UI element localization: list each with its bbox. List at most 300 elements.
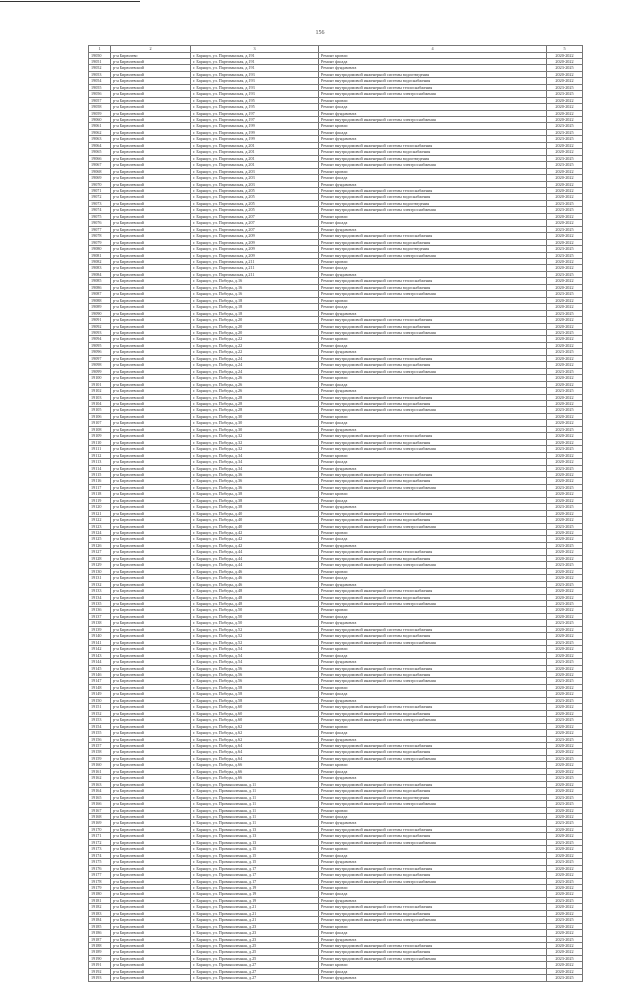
work-type: Ремонт внутридомовой инженерной системы электроснабжения xyxy=(319,291,547,297)
period: 2020-2022 xyxy=(547,233,583,239)
header-rule xyxy=(0,1,140,2)
district: р-н Бирюлевский xyxy=(111,394,191,400)
work-type: Ремонт фасада xyxy=(319,768,547,774)
work-type: Ремонт внутридомовой инженерной системы теплоснабжения xyxy=(319,84,547,90)
period: 2020-2022 xyxy=(547,575,583,581)
period: 2023-2025 xyxy=(547,407,583,413)
work-type: Ремонт фундамента xyxy=(319,820,547,826)
work-type: Ремонт внутридомовой инженерной системы теплоснабжения xyxy=(319,317,547,323)
period: 2023-2025 xyxy=(547,465,583,471)
work-type: Ремонт фундамента xyxy=(319,659,547,665)
district: р-н Бирюлевский xyxy=(111,594,191,600)
work-type: Ремонт внутридомовой инженерной системы электроснабжения xyxy=(319,484,547,490)
district: р-н Бирюлевский xyxy=(111,194,191,200)
period: 2023-2025 xyxy=(547,271,583,277)
work-type: Ремонт фасада xyxy=(319,730,547,736)
address: г. Барнаул, ул. Победы, д.18 xyxy=(191,304,319,310)
address: г. Барнаул, ул. Партизанская, д.201 xyxy=(191,162,319,168)
work-type: Ремонт фасада xyxy=(319,968,547,974)
address: г. Барнаул, ул. Победы, д.42 xyxy=(191,536,319,542)
district: р-н Бирюлевский xyxy=(111,872,191,878)
address: г. Барнаул, ул. Победы, д.64 xyxy=(191,742,319,748)
district: р-н Бирюлевский xyxy=(111,930,191,936)
district: р-н Бирюлевский xyxy=(111,252,191,258)
period: 2020-2022 xyxy=(547,420,583,426)
address: г. Барнаул, ул. Промышленная, д.15 xyxy=(191,852,319,858)
period: 2020-2022 xyxy=(547,213,583,219)
period: 2020-2022 xyxy=(547,672,583,678)
address: г. Барнаул, ул. Промышленная, д.11 xyxy=(191,801,319,807)
district: р-н Бирюлевский xyxy=(111,200,191,206)
work-type: Ремонт внутридомовой инженерной системы теплоснабжения xyxy=(319,510,547,516)
row-number: 19189 xyxy=(89,949,111,955)
work-type: Ремонт фундамента xyxy=(319,859,547,865)
address: г. Барнаул, ул. Победы, д.38 xyxy=(191,497,319,503)
period: 2020-2022 xyxy=(547,104,583,110)
work-type: Ремонт внутридомовой инженерной системы электроснабжения xyxy=(319,329,547,335)
period: 2023-2025 xyxy=(547,65,583,71)
period: 2020-2022 xyxy=(547,943,583,949)
period: 2020-2022 xyxy=(547,355,583,361)
row-number: 19138 xyxy=(89,620,111,626)
row-number: 19109 xyxy=(89,433,111,439)
work-type: Ремонт внутридомовой инженерной системы теплоснабжения xyxy=(319,588,547,594)
row-number: 19175 xyxy=(89,859,111,865)
work-type: Ремонт внутридомовой инженерной системы электроснабжения xyxy=(319,917,547,923)
work-type: Ремонт внутридомовой инженерной системы водоснабжения xyxy=(319,239,547,245)
period: 2020-2022 xyxy=(547,471,583,477)
period: 2020-2022 xyxy=(547,555,583,561)
address: г. Барнаул, ул. Партизанская, д.199 xyxy=(191,136,319,142)
work-type: Ремонт внутридомовой инженерной системы теплоснабжения xyxy=(319,626,547,632)
district: р-н Бирюлевский xyxy=(111,530,191,536)
period: 2020-2022 xyxy=(547,813,583,819)
address: г. Барнаул, ул. Промышленная, д.17 xyxy=(191,878,319,884)
address: г. Барнаул, ул. Промышленная, д.11 xyxy=(191,781,319,787)
row-number: 19164 xyxy=(89,788,111,794)
district: р-н Бирюлевский xyxy=(111,813,191,819)
work-type: Ремонт внутридомовой инженерной системы водоснабжения xyxy=(319,323,547,329)
period: 2020-2022 xyxy=(547,710,583,716)
address: г. Барнаул, ул. Победы, д.58 xyxy=(191,691,319,697)
district: р-н Бирюлевский xyxy=(111,265,191,271)
work-type: Ремонт внутридомовой инженерной системы электроснабжения xyxy=(319,407,547,413)
row-number: 19177 xyxy=(89,872,111,878)
row-number: 19101 xyxy=(89,381,111,387)
period: 2020-2022 xyxy=(547,749,583,755)
district: р-н Бирюлевский xyxy=(111,742,191,748)
work-type: Ремонт внутридомовой инженерной системы электроснабжения xyxy=(319,162,547,168)
address: г. Барнаул, ул. Победы, д.38 xyxy=(191,504,319,510)
work-type: Ремонт внутридомовой инженерной системы теплоснабжения xyxy=(319,355,547,361)
district: р-н Бирюлевский xyxy=(111,768,191,774)
district: р-н Бирюлевский xyxy=(111,859,191,865)
period: 2023-2025 xyxy=(547,252,583,258)
period: 2023-2025 xyxy=(547,955,583,961)
row-number: 19110 xyxy=(89,439,111,445)
row-number: 19062 xyxy=(89,129,111,135)
column-header: 1 xyxy=(89,46,111,53)
row-number: 19119 xyxy=(89,497,111,503)
address: г. Барнаул, ул. Партизанская, д.191 xyxy=(191,65,319,71)
district: р-н Бирюлевский xyxy=(111,575,191,581)
work-type: Ремонт фасада xyxy=(319,813,547,819)
address: г. Барнаул, ул. Победы, д.18 xyxy=(191,310,319,316)
work-type: Ремонт внутридомовой инженерной системы водоснабжения xyxy=(319,362,547,368)
period: 2023-2025 xyxy=(547,426,583,432)
address: г. Барнаул, ул. Победы, д.62 xyxy=(191,723,319,729)
work-type: Ремонт внутридомовой инженерной системы водоснабжения xyxy=(319,833,547,839)
district: р-н Бирюлевский xyxy=(111,484,191,490)
row-number: 19078 xyxy=(89,233,111,239)
row-number: 19157 xyxy=(89,742,111,748)
period: 2023-2025 xyxy=(547,736,583,742)
district: р-н Бирюлевский xyxy=(111,368,191,374)
district: р-н Бирюлевский xyxy=(111,329,191,335)
column-header: 3 xyxy=(191,46,319,53)
work-type: Ремонт кровли xyxy=(319,684,547,690)
row-number: 19093 xyxy=(89,329,111,335)
row-number: 19123 xyxy=(89,523,111,529)
period: 2023-2025 xyxy=(547,136,583,142)
period: 2023-2025 xyxy=(547,897,583,903)
district: р-н Бирюлевский xyxy=(111,400,191,406)
row-number: 19190 xyxy=(89,955,111,961)
address: г. Барнаул, ул. Победы, д.34 xyxy=(191,459,319,465)
address: г. Барнаул, ул. Партизанская, д.201 xyxy=(191,155,319,161)
district: р-н Бирюлевский xyxy=(111,413,191,419)
row-number: 19108 xyxy=(89,426,111,432)
work-type: Ремонт внутридомовой инженерной системы водоснабжения xyxy=(319,672,547,678)
district: р-н Бирюлевский xyxy=(111,491,191,497)
address: г. Барнаул, ул. Победы, д.36 xyxy=(191,478,319,484)
address: г. Барнаул, ул. Партизанская, д.211 xyxy=(191,265,319,271)
row-number: 19160 xyxy=(89,762,111,768)
address: г. Барнаул, ул. Промышленная, д.19 xyxy=(191,897,319,903)
address: г. Барнаул, ул. Промышленная, д.11 xyxy=(191,820,319,826)
row-number: 19191 xyxy=(89,962,111,968)
work-type: Ремонт внутридомовой инженерной системы теплоснабжения xyxy=(319,826,547,832)
work-type: Ремонт внутридомовой инженерной системы электроснабжения xyxy=(319,207,547,213)
work-type: Ремонт внутридомовой инженерной системы теплоснабжения xyxy=(319,781,547,787)
address: г. Барнаул, ул. Победы, д.66 xyxy=(191,768,319,774)
row-number: 19079 xyxy=(89,239,111,245)
work-type: Ремонт фундамента xyxy=(319,936,547,942)
district: р-н Бирюлевский xyxy=(111,975,191,981)
address: г. Барнаул, ул. Победы, д.58 xyxy=(191,697,319,703)
district: р-н Бирюлевский xyxy=(111,826,191,832)
period: 2020-2022 xyxy=(547,962,583,968)
period: 2020-2022 xyxy=(547,768,583,774)
row-number: 19145 xyxy=(89,665,111,671)
address: г. Барнаул, ул. Победы, д.32 xyxy=(191,446,319,452)
district: р-н Бирюлевский xyxy=(111,446,191,452)
address: г. Барнаул, ул. Промышленная, д.17 xyxy=(191,865,319,871)
address: г. Барнаул, ул. Промышленная, д.27 xyxy=(191,962,319,968)
work-type: Ремонт фасада xyxy=(319,420,547,426)
district: р-н Бирюлевский xyxy=(111,968,191,974)
district: р-н Бирюлевский xyxy=(111,897,191,903)
work-type: Ремонт внутридомовой инженерной системы электроснабжения xyxy=(319,678,547,684)
work-type: Ремонт кровли xyxy=(319,807,547,813)
work-type: Ремонт внутридомовой инженерной системы водоотведения xyxy=(319,200,547,206)
row-number: 19185 xyxy=(89,923,111,929)
address: г. Барнаул, ул. Партизанская, д.191 xyxy=(191,58,319,64)
address: г. Барнаул, ул. Партизанская, д.203 xyxy=(191,175,319,181)
district: р-н Бирюлевский xyxy=(111,175,191,181)
period: 2020-2022 xyxy=(547,684,583,690)
work-type: Ремонт фундамента xyxy=(319,271,547,277)
address: г. Барнаул, ул. Партизанская, д.209 xyxy=(191,246,319,252)
address: г. Барнаул, ул. Партизанская, д.199 xyxy=(191,123,319,129)
district: р-н Бирюлевский xyxy=(111,110,191,116)
address: г. Барнаул, ул. Победы, д.24 xyxy=(191,355,319,361)
district: р-н Бирюлевский xyxy=(111,723,191,729)
district: р-н Бирюлевский xyxy=(111,233,191,239)
row-number: 19144 xyxy=(89,659,111,665)
row-number: 19112 xyxy=(89,452,111,458)
row-number: 19052 xyxy=(89,65,111,71)
period: 2020-2022 xyxy=(547,497,583,503)
work-type: Ремонт фундамента xyxy=(319,697,547,703)
work-type: Ремонт фундамента xyxy=(319,181,547,187)
work-type: Ремонт внутридомовой инженерной системы теплоснабжения xyxy=(319,233,547,239)
district: р-н Бирюлевский xyxy=(111,271,191,277)
row-number: 19151 xyxy=(89,704,111,710)
period: 2020-2022 xyxy=(547,478,583,484)
row-number: 19186 xyxy=(89,930,111,936)
work-type: Ремонт кровли xyxy=(319,962,547,968)
period: 2020-2022 xyxy=(547,323,583,329)
district: р-н Бирюлевский xyxy=(111,246,191,252)
address: г. Барнаул, ул. Победы, д.16 xyxy=(191,291,319,297)
row-number: 19137 xyxy=(89,613,111,619)
row-number: 19050 xyxy=(89,52,111,58)
district: р-н Бирюлевский xyxy=(111,704,191,710)
district: р-н Бирюлевский xyxy=(111,923,191,929)
row-number: 19193 xyxy=(89,975,111,981)
period: 2020-2022 xyxy=(547,194,583,200)
work-type: Ремонт внутридомовой инженерной системы теплоснабжения xyxy=(319,665,547,671)
address: г. Барнаул, ул. Победы, д.36 xyxy=(191,484,319,490)
row-number: 19182 xyxy=(89,904,111,910)
address: г. Барнаул, ул. Партизанская, д.205 xyxy=(191,200,319,206)
address: г. Барнаул, ул. Партизанская, д.197 xyxy=(191,117,319,123)
work-type: Ремонт фасада xyxy=(319,304,547,310)
row-number: 19091 xyxy=(89,317,111,323)
row-number: 19183 xyxy=(89,910,111,916)
district: р-н Бирюлевский xyxy=(111,943,191,949)
work-type: Ремонт внутридомовой инженерной системы водоотведения xyxy=(319,71,547,77)
address: г. Барнаул, ул. Победы, д.46 xyxy=(191,568,319,574)
row-number: 19150 xyxy=(89,697,111,703)
address: г. Барнаул, ул. Промышленная, д.13 xyxy=(191,833,319,839)
row-number: 19105 xyxy=(89,407,111,413)
address: г. Барнаул, ул. Победы, д.20 xyxy=(191,329,319,335)
district: р-н Бирюлевский xyxy=(111,949,191,955)
address: г. Барнаул, ул. Победы, д.64 xyxy=(191,755,319,761)
address: г. Барнаул, ул. Победы, д.22 xyxy=(191,349,319,355)
row-number: 19092 xyxy=(89,323,111,329)
address: г. Барнаул, ул. Победы, д.60 xyxy=(191,704,319,710)
work-type: Ремонт кровли xyxy=(319,168,547,174)
address: г. Барнаул, ул. Промышленная, д.21 xyxy=(191,910,319,916)
period: 2020-2022 xyxy=(547,220,583,226)
district: р-н Бирюлевский xyxy=(111,820,191,826)
address: г. Барнаул, ул. Победы, д.18 xyxy=(191,297,319,303)
period: 2023-2025 xyxy=(547,207,583,213)
address: г. Барнаул, ул. Партизанская, д.205 xyxy=(191,207,319,213)
district: р-н Бирюлевский xyxy=(111,355,191,361)
row-number: 19173 xyxy=(89,846,111,852)
period: 2020-2022 xyxy=(547,646,583,652)
work-type: Ремонт внутридомовой инженерной системы теплоснабжения xyxy=(319,278,547,284)
row-number: 19057 xyxy=(89,97,111,103)
row-number: 19148 xyxy=(89,684,111,690)
row-number: 19149 xyxy=(89,691,111,697)
district: р-н Бирюлевский xyxy=(111,284,191,290)
row-number: 19154 xyxy=(89,723,111,729)
period: 2020-2022 xyxy=(547,439,583,445)
district: р-н Бирюлевский xyxy=(111,407,191,413)
period: 2020-2022 xyxy=(547,788,583,794)
row-number: 19134 xyxy=(89,594,111,600)
work-type: Ремонт кровли xyxy=(319,846,547,852)
period: 2020-2022 xyxy=(547,607,583,613)
row-number: 19061 xyxy=(89,123,111,129)
district: р-н Бирюлевский xyxy=(111,839,191,845)
period: 2020-2022 xyxy=(547,626,583,632)
district: р-н Бирюлевский xyxy=(111,336,191,342)
district: р-н Бирюлевский xyxy=(111,362,191,368)
row-number: 19126 xyxy=(89,542,111,548)
period: 2020-2022 xyxy=(547,394,583,400)
work-type: Ремонт фундамента xyxy=(319,226,547,232)
period: 2023-2025 xyxy=(547,200,583,206)
district: р-н Бирюлевский xyxy=(111,542,191,548)
row-number: 19147 xyxy=(89,678,111,684)
work-type: Ремонт фундамента xyxy=(319,975,547,981)
repair-schedule-table xyxy=(88,45,583,982)
work-type: Ремонт фасада xyxy=(319,104,547,110)
address: г. Барнаул, ул. Промышленная, д.11 xyxy=(191,807,319,813)
district: р-н Бирюлевский xyxy=(111,162,191,168)
period: 2020-2022 xyxy=(547,181,583,187)
address: г. Барнаул, ул. Победы, д.22 xyxy=(191,336,319,342)
period: 2020-2022 xyxy=(547,265,583,271)
row-number: 19098 xyxy=(89,362,111,368)
district: р-н Бирюлевский xyxy=(111,852,191,858)
district: р-н Бирюлевский xyxy=(111,91,191,97)
row-number: 19158 xyxy=(89,749,111,755)
work-type: Ремонт фасада xyxy=(319,381,547,387)
work-type: Ремонт фундамента xyxy=(319,465,547,471)
address: г. Барнаул, ул. Победы, д.26 xyxy=(191,375,319,381)
address: г. Барнаул, ул. Партизанская, д.203 xyxy=(191,168,319,174)
period: 2023-2025 xyxy=(547,542,583,548)
address: г. Барнаул, ул. Промышленная, д.15 xyxy=(191,846,319,852)
district: р-н Бирюлевский xyxy=(111,426,191,432)
address: г. Барнаул, ул. Победы, д.24 xyxy=(191,368,319,374)
period: 2020-2022 xyxy=(547,872,583,878)
period: 2023-2025 xyxy=(547,581,583,587)
work-type: Ремонт внутридомовой инженерной системы водоснабжения xyxy=(319,517,547,523)
row-number: 19086 xyxy=(89,284,111,290)
row-number: 19168 xyxy=(89,813,111,819)
period: 2020-2022 xyxy=(547,923,583,929)
period: 2020-2022 xyxy=(547,846,583,852)
work-type: Ремонт кровли xyxy=(319,413,547,419)
work-type: Ремонт внутридомовой инженерной системы водоснабжения xyxy=(319,749,547,755)
row-number: 19095 xyxy=(89,342,111,348)
work-type: Ремонт фасада xyxy=(319,175,547,181)
work-type: Ремонт внутридомовой инженерной системы электроснабжения xyxy=(319,562,547,568)
address: г. Барнаул, ул. Победы, д.56 xyxy=(191,665,319,671)
address: г. Барнаул, ул. Победы, д.66 xyxy=(191,762,319,768)
row-number: 19163 xyxy=(89,781,111,787)
row-number: 19055 xyxy=(89,84,111,90)
row-number: 19085 xyxy=(89,278,111,284)
period: 2020-2022 xyxy=(547,723,583,729)
work-type: Ремонт фундамента xyxy=(319,426,547,432)
period: 2023-2025 xyxy=(547,446,583,452)
work-type: Ремонт внутридомовой инженерной системы водоснабжения xyxy=(319,400,547,406)
period: 2023-2025 xyxy=(547,291,583,297)
period: 2023-2025 xyxy=(547,91,583,97)
district: р-н Бирюлевский xyxy=(111,955,191,961)
period: 2020-2022 xyxy=(547,188,583,194)
work-type: Ремонт фасада xyxy=(319,497,547,503)
period: 2020-2022 xyxy=(547,704,583,710)
period: 2023-2025 xyxy=(547,717,583,723)
work-type: Ремонт внутридомовой инженерной системы электроснабжения xyxy=(319,839,547,845)
work-type: Ремонт кровли xyxy=(319,123,547,129)
address: г. Барнаул, ул. Победы, д.28 xyxy=(191,400,319,406)
row-number: 19115 xyxy=(89,471,111,477)
row-number: 19107 xyxy=(89,420,111,426)
period: 2020-2022 xyxy=(547,362,583,368)
address: г. Барнаул, ул. Победы, д.32 xyxy=(191,433,319,439)
period: 2023-2025 xyxy=(547,859,583,865)
row-number: 19083 xyxy=(89,265,111,271)
period: 2023-2025 xyxy=(547,839,583,845)
period: 2020-2022 xyxy=(547,304,583,310)
column-header: 2 xyxy=(111,46,191,53)
work-type: Ремонт внутридомовой инженерной системы теплоснабжения xyxy=(319,865,547,871)
period: 2020-2022 xyxy=(547,433,583,439)
address: г. Барнаул, ул. Партизанская, д.195 xyxy=(191,104,319,110)
district: р-н Бирюлевский xyxy=(111,904,191,910)
row-number: 19162 xyxy=(89,775,111,781)
work-type: Ремонт фундамента xyxy=(319,620,547,626)
address: г. Барнаул, ул. Промышленная, д.27 xyxy=(191,975,319,981)
work-type: Ремонт кровли xyxy=(319,884,547,890)
work-type: Ремонт внутридомовой инженерной системы электроснабжения xyxy=(319,252,547,258)
row-number: 19142 xyxy=(89,646,111,652)
period: 2023-2025 xyxy=(547,246,583,252)
district: р-н Бирюлевский xyxy=(111,317,191,323)
address: г. Барнаул, ул. Партизанская, д.195 xyxy=(191,97,319,103)
period: 2023-2025 xyxy=(547,917,583,923)
address: г. Барнаул, ул. Победы, д.52 xyxy=(191,633,319,639)
row-number: 19156 xyxy=(89,736,111,742)
period: 2023-2025 xyxy=(547,84,583,90)
address: г. Барнаул, ул. Победы, д.26 xyxy=(191,388,319,394)
row-number: 19068 xyxy=(89,168,111,174)
period: 2020-2022 xyxy=(547,568,583,574)
work-type: Ремонт фасада xyxy=(319,852,547,858)
work-type: Ремонт фундамента xyxy=(319,775,547,781)
